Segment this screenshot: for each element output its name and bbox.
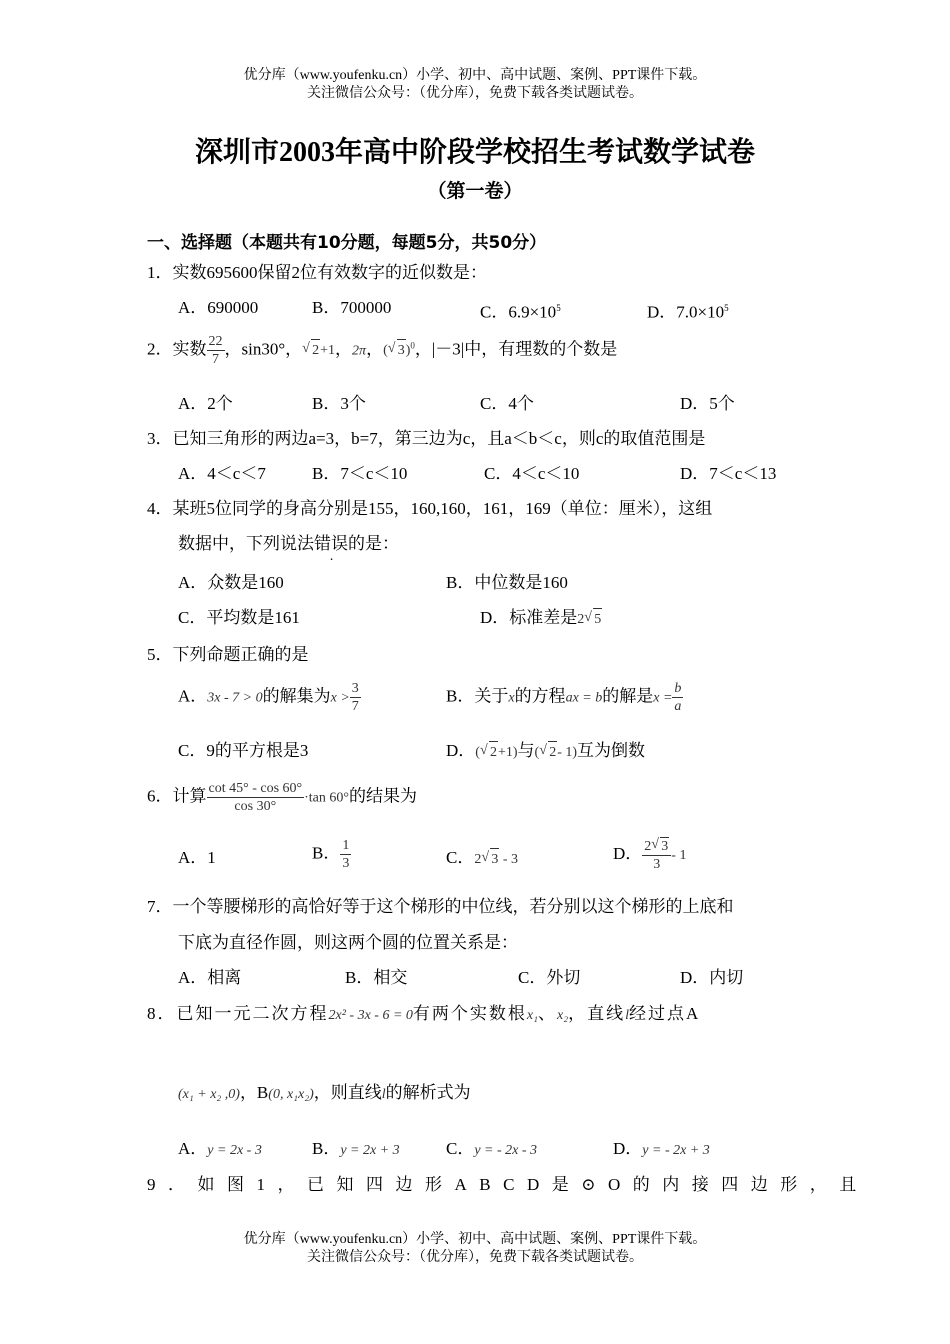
q1-stem: 1．实数695600保留2位有效数字的近似数是： [147,263,487,282]
page-footer-line2: 关注微信公众号：（优分库），免费下载各类试题试卷。 [307,1250,643,1265]
q4-emphasis: 错误 [314,534,348,553]
page-footer-line1: 优分库（www.youfenku.cn）小学、初中、高中试题、案例、PPT课件下载。 [243,1232,707,1247]
q2-fraction: $\frac{22}{7}$ [208,334,223,367]
q6-fraction: $\frac{\cot 45^\circ - \cos 60^\circ}{\cos 30^\circ}$ [208,781,303,814]
q5-stem: 5．下列命题正确的是 [147,645,309,664]
q2-option-a: A．2个 [178,394,233,413]
q8-option-b: B．y = 2x + 3 [312,1139,400,1158]
q9-stem: 9．如图1，已知四边形ABCD是⊙O的内接四边形，且 [147,1175,869,1194]
q1-option-d: D．$7.0\times 10^5$ [647,302,729,322]
q7-stem-line2: 下底为直径作圆，则这两个圆的位置关系是： [178,933,518,952]
q4-option-a: A．众数是160 [178,573,284,592]
q8-option-d: D．y = - 2x + 3 [613,1139,710,1158]
q7-option-d: D．内切 [680,968,744,987]
q4-option-c: C．平均数是161 [178,608,300,627]
q3-stem: 3．已知三角形的两边a=3，b=7，第三边为c，且a＜b＜c，则c的取值范围是 [147,429,706,448]
q6-option-c: C．2√ 3 - 3 [446,847,518,871]
q6-option-d: D． $\frac{2√ 3}{3}$ - 1 [613,837,686,873]
section-heading: 一、选择题（本题共有10分题，每题5分，共50分） [147,233,547,253]
q4-option-b: B．中位数是160 [446,573,568,592]
q5-option-b: B．关于x的方程ax = b的解是x = $\frac{b}{a}$ [446,681,682,714]
q3-option-b: B．7＜c＜10 [312,464,408,483]
q2-option-d: D．5个 [680,394,735,413]
q6-option-b: B． $\frac{1}{3}$ [312,838,350,871]
q2-sqrt2-plus1: √ 2+1 [302,343,335,358]
q2-option-b: B．3个 [312,394,366,413]
page-header-line2: 关注微信公众号：（优分库），免费下载各类试题试卷。 [307,86,643,101]
q2-stem: 2．实数 $\frac{22}{7}$ ，sin30°，√ 2+1，2π，(√ 3)$^0$，|－3|中，有理数的个数是 [147,333,617,368]
q6-stem: 6．计算 $\frac{\cot 45^\circ - \cos 60^\circ}{\cos 30^\circ}$ ·tan 60°的结果为 [147,781,417,814]
q7-option-b: B．相交 [345,968,408,987]
q1-option-c: C．$6.9\times 10^5$ [480,302,561,322]
q4-stem-line2: 数据中，下列说法错误的是： [178,534,399,553]
q4-stem: 4．某班5位同学的身高分别是155，160,160，161，169（单位：厘米），这组 [147,499,713,518]
q7-stem: 7．一个等腰梯形的高恰好等于这个梯形的中位线，若分别以这个梯形的上底和 [147,897,734,916]
q8-option-a: A．y = 2x - 3 [178,1139,262,1158]
q7-option-a: A．相离 [178,968,242,987]
q3-option-a: A．4＜c＜7 [178,464,266,483]
q8-option-c: C．y = - 2x - 3 [446,1139,538,1158]
q2-option-c: C．4个 [480,394,534,413]
q6-option-a: A．1 [178,848,216,867]
q3-option-d: D．7＜c＜13 [680,464,777,483]
q1-option-a: A．690000 [178,298,259,317]
q8-stem-line2: (x₁ + x₂ ,0)，B(0, x₁x₂)，则直线l的解析式为 [178,1083,471,1102]
q2-sqrt3-power0: (√ 3)$^0$ [383,343,415,358]
page-header-line1: 优分库（www.youfenku.cn）小学、初中、高中试题、案例、PPT课件下载。 [243,68,707,83]
document-subtitle: （第一卷） [427,181,523,202]
q7-option-c: C．外切 [518,968,581,987]
q5-option-d: D．(√ 2+1)与(√ 2- 1)互为倒数 [446,740,645,764]
q5-option-c: C．9的平方根是3 [178,741,309,760]
q1-option-b: B．700000 [312,298,392,317]
q5-option-a: A．3x - 7 > 0的解集为x > $\frac{3}{7}$ [178,681,359,714]
q3-option-c: C．4＜c＜10 [484,464,580,483]
q8-stem: 8．已知一元二次方程2x² - 3x - 6 = 0有两个实数根x₁、x₂，直线l经过点A [147,1004,701,1023]
document-title: 深圳市2003年高中阶段学校招生考试数学试卷 [194,137,755,168]
q4-option-d: D．标准差是2√ 5 [480,607,602,631]
